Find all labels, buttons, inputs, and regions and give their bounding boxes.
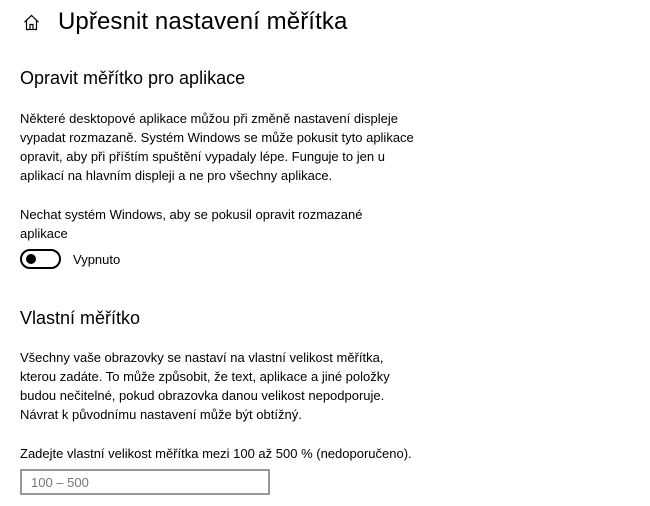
fix-apps-toggle-switch[interactable] [20, 249, 61, 269]
fix-apps-description [20, 109, 414, 185]
description-line: aplikací na hlavním displeji a ne pro všechny aplikace. [20, 168, 333, 183]
description-line: budou nečitelné, pokud obrazovka danou velikost nepodporuje. [20, 388, 385, 403]
page-title: Upřesnit nastavení měřítka [58, 8, 348, 35]
description-line: Všechny vaše obrazovky se nastaví na vlastní velikost měřítka, [20, 350, 384, 365]
description-line: opravit, aby při příštím spuštění vypadaly lépe. Funguje to jen u [20, 149, 385, 164]
fix-apps-section-title: Opravit měřítko pro aplikace [20, 68, 246, 88]
description-line: vypadat rozmazaně. Systém Windows se může pokusit tyto aplikace [20, 130, 414, 145]
home-icon [23, 14, 40, 31]
custom-scale-input[interactable] [20, 469, 270, 495]
toggle-label-line: Nechat systém Windows, aby se pokusil opravit rozmazané [20, 207, 363, 222]
page-header [20, 6, 347, 38]
custom-scale-description [20, 348, 390, 424]
custom-scale-input-label: Zadejte vlastní velikost měřítka mezi 100 až 500 % (nedoporučeno). [20, 446, 412, 461]
toggle-label-line: aplikace [20, 226, 68, 241]
home-button[interactable] [20, 11, 42, 33]
description-line: Některé desktopové aplikace můžou při změně nastavení displeje [20, 111, 398, 126]
description-line: kterou zadáte. To může způsobit, že text, aplikace a jiné položky [20, 369, 390, 384]
toggle-knob [26, 254, 36, 264]
fix-apps-toggle-row[interactable] [20, 249, 120, 269]
description-line: Návrat k původnímu nastavení může být obtížný. [20, 407, 302, 422]
custom-scale-section-title: Vlastní měřítko [20, 308, 141, 328]
toggle-state-label: Vypnuto [73, 251, 121, 267]
fix-apps-toggle-label [20, 205, 362, 243]
